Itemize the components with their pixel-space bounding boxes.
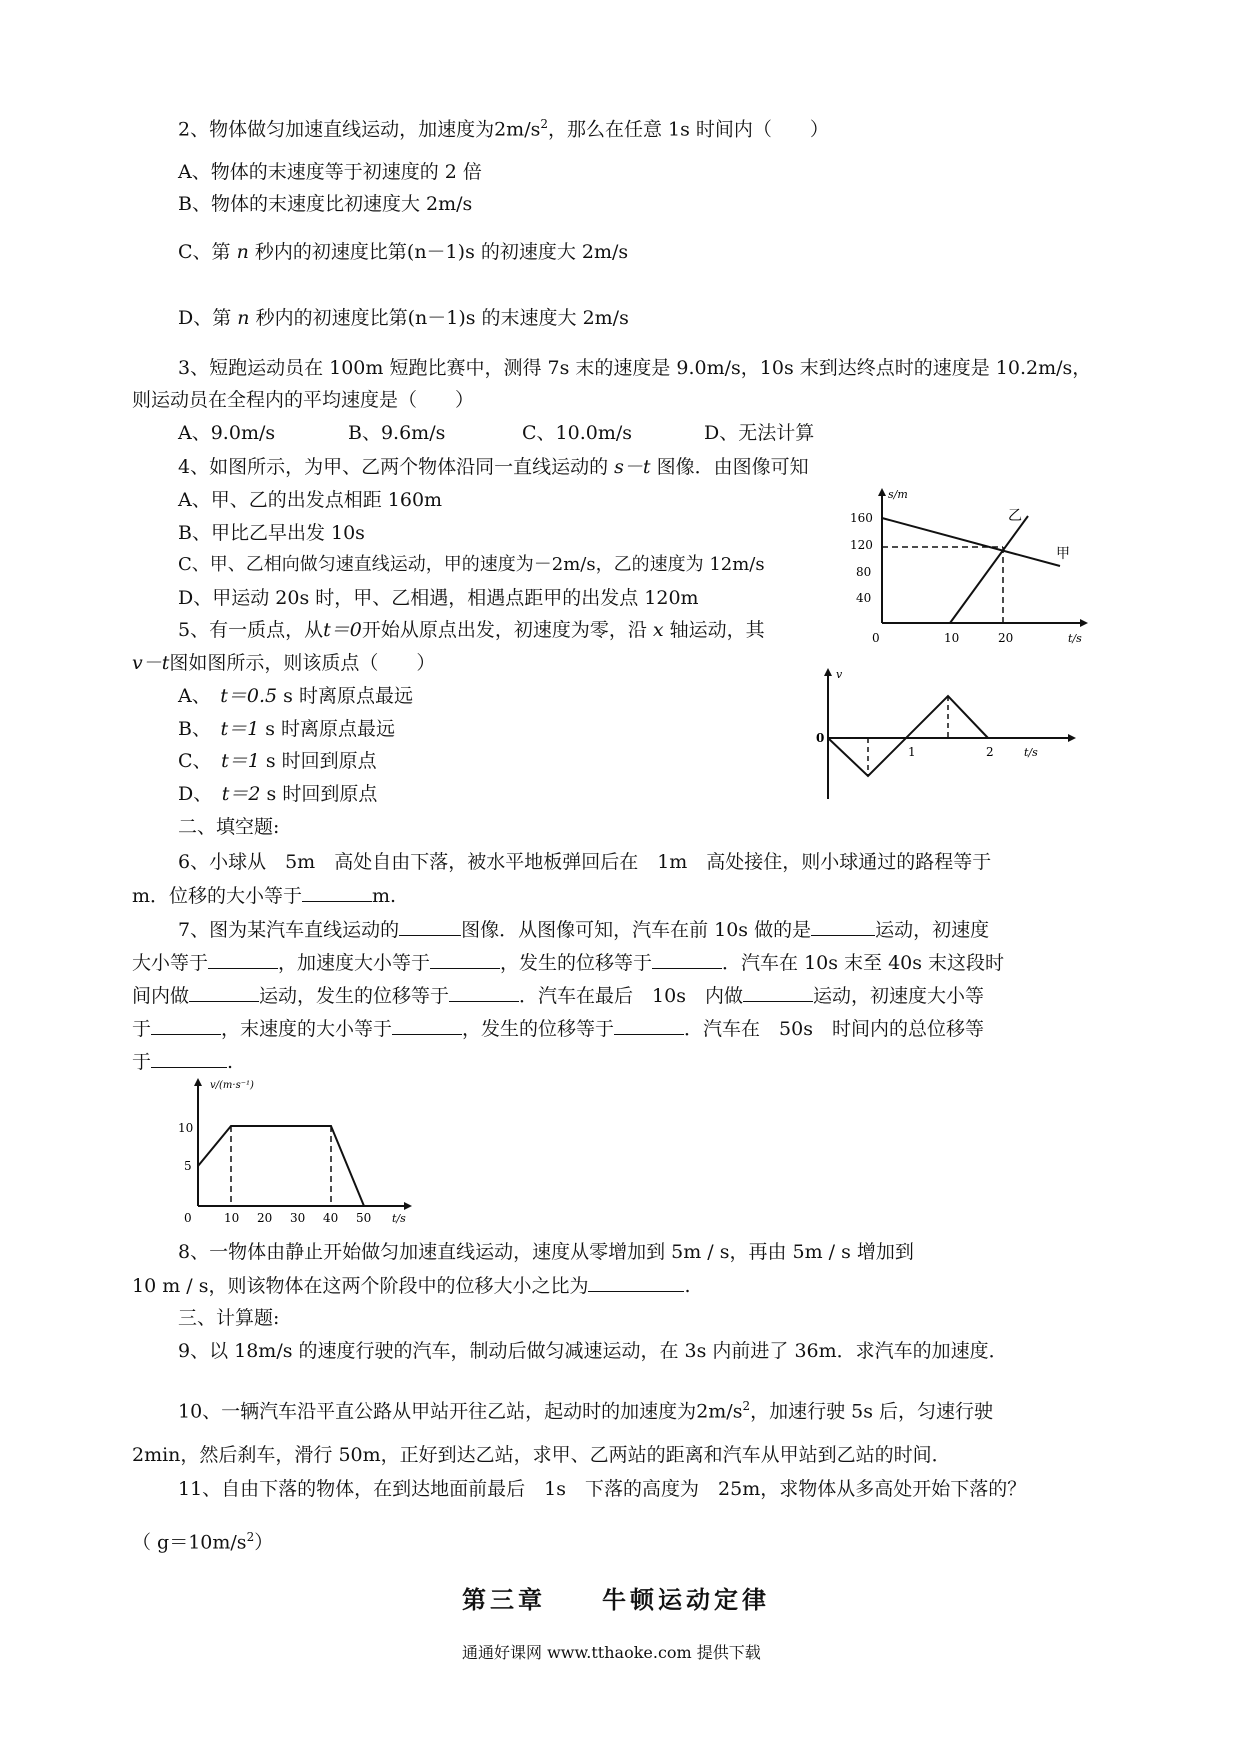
q3-option-a: A、9.0m/s: [178, 422, 276, 444]
q4-option-a: A、甲、乙的出发点相距 160m: [178, 489, 443, 511]
q2-stem: 2、物体做匀加速直线运动，加速度为$2m/s^2$，那么在任意 1s 时间内（ ）: [178, 117, 829, 141]
st-origin: 0: [872, 631, 880, 645]
vt2-xtick-40: 40: [323, 1211, 339, 1225]
q7-line4: 于 ，末速度的大小等于 ，发生的位移等于 ．汽车在 50s 时间内的总位移等: [132, 1018, 984, 1040]
section-3-heading: 三、计算题:: [178, 1307, 280, 1329]
st-line-yi: [950, 516, 1028, 623]
st-graph: [850, 486, 1090, 656]
st-xtick-10: 10: [944, 631, 960, 645]
vt1-ylabel: v: [836, 668, 843, 681]
st-xlabel: t/s: [1068, 632, 1082, 645]
vt2-xlabel: t/s: [392, 1212, 406, 1225]
q7-blank-8[interactable]: [743, 983, 813, 1002]
st-ylabel: s/m: [888, 488, 908, 501]
q7-blank-3[interactable]: [208, 950, 278, 969]
vt-graph-q7: [178, 1076, 418, 1226]
q7-line1: 7、图为某汽车直线运动的 图像．从图像可知，汽车在前 10s 做的是 运动，初速度: [178, 919, 990, 941]
vt2-xtick-20: 20: [257, 1211, 273, 1225]
vt1-xtick-1: 1: [908, 745, 916, 759]
vt2-xtick-50: 50: [356, 1211, 372, 1225]
q5-line1: 5、有一质点，从t＝0开始从原点出发，初速度为零，沿 x 轴运动，其: [178, 619, 765, 641]
q11-line1: 11、自由下落的物体，在到达地面前最后 1s 下落的高度为 25m，求物体从多高处开始下落的？: [178, 1478, 1027, 1500]
q2-option-b: B、物体的末速度比初速度大 2m/s: [178, 193, 473, 215]
st-ytick-80: 80: [856, 565, 872, 579]
st-label-yi: 乙: [1008, 508, 1022, 524]
q6-blank[interactable]: [302, 883, 372, 902]
q8-line1: 8、一物体由静止开始做匀加速直线运动，速度从零增加到 5m / s，再由 5m / s 增加到: [178, 1241, 914, 1263]
q7-blank-10[interactable]: [392, 1016, 462, 1035]
q2-option-c: C、第 n 秒内的初速度比第(n－1)s 的初速度大 2m/s: [178, 241, 629, 263]
q4-option-b: B、甲比乙早出发 10s: [178, 522, 365, 544]
q3-option-d: D、无法计算: [704, 422, 815, 444]
q2-option-d: D、第 n 秒内的初速度比第(n－1)s 的末速度大 2m/s: [178, 307, 629, 329]
q3-line2: 则运动员在全程内的平均速度是（ ）: [132, 389, 475, 411]
q4-stem: 4、如图所示，为甲、乙两个物体沿同一直线运动的 s－t 图像．由图像可知: [178, 456, 809, 478]
vt1-origin: 0: [816, 731, 825, 745]
q7-blank-11[interactable]: [614, 1016, 684, 1035]
q7-line3: 间内做 运动，发生的位移等于 ．汽车在最后 10s 内做 运动，初速度大小等: [132, 985, 984, 1007]
q10-line2: 2min，然后刹车，滑行 50m，正好到达乙站，求甲、乙两站的距离和汽车从甲站到乙站的时间．: [132, 1444, 951, 1466]
vt2-xtick-0: 0: [184, 1211, 192, 1225]
vt-graph-q5: [810, 664, 1080, 804]
footer-text: 通通好课网 www.tthaoke.com 提供下载: [462, 1643, 761, 1662]
q7-blank-6[interactable]: [189, 983, 259, 1002]
q7-line2: 大小等于 ，加速度大小等于 ，发生的位移等于 ．汽车在 10s 末至 40s 末这段时: [132, 952, 1005, 974]
q6-line1: 6、小球从 5m 高处自由下落，被水平地板弹回后在 1m 高处接住，则小球通过的路程等于: [178, 851, 992, 873]
st-line-jia: [882, 518, 1060, 566]
vt2-ytick-5: 5: [184, 1159, 192, 1173]
st-ytick-160: 160: [850, 511, 873, 525]
q5-option-c: C、 t＝1 s 时回到原点: [178, 750, 377, 772]
section-2-heading: 二、填空题:: [178, 816, 280, 838]
q7-blank-7[interactable]: [449, 983, 519, 1002]
q5-option-b: B、 t＝1 s 时离原点最远: [178, 718, 396, 740]
q5-option-a: A、 t＝0.5 s 时离原点最远: [178, 685, 413, 707]
q7-line5: 于 .: [132, 1051, 234, 1073]
st-ytick-40: 40: [856, 591, 872, 605]
q6-line2: m．位移的大小等于 m.: [132, 885, 397, 907]
q3-line1: 3、短跑运动员在 100m 短跑比赛中，测得 7s 末的速度是 9.0m/s，10s 末到达终点时的速度是 10.2m/s，: [178, 357, 1092, 379]
q7-blank-9[interactable]: [151, 1016, 221, 1035]
q2-option-a: A、物体的末速度等于初速度的 2 倍: [178, 161, 482, 183]
q3-option-b: B、9.6m/s: [348, 422, 446, 444]
q3-option-c: C、10.0m/s: [522, 422, 633, 444]
vt1-xtick-2: 2: [986, 745, 994, 759]
chapter-title: 第三章 牛顿运动定律: [462, 1585, 770, 1614]
vt2-ylabel: v/(m·s⁻¹): [210, 1080, 254, 1091]
q5-line2: v－t图如图所示，则该质点（ ）: [132, 652, 436, 674]
q4-option-c: C、甲、乙相向做匀速直线运动，甲的速度为－2m/s，乙的速度为 12m/s: [178, 554, 765, 575]
vt2-ytick-10: 10: [178, 1121, 194, 1135]
q9: 9、以 18m/s 的速度行驶的汽车，制动后做匀减速运动，在 3s 内前进了 36m．求汽车的加速度．: [178, 1340, 1008, 1362]
q7-blank-1[interactable]: [399, 917, 461, 936]
q5-option-d: D、 t＝2 s 时回到原点: [178, 783, 378, 805]
vt1-xlabel: t/s: [1024, 746, 1038, 759]
vt2-curve: [198, 1126, 364, 1206]
vt2-xtick-30: 30: [290, 1211, 306, 1225]
q8-line2: 10 m / s，则该物体在这两个阶段中的位移大小之比为 .: [132, 1275, 691, 1297]
st-label-jia: 甲: [1056, 546, 1070, 562]
vt1-curve: [828, 696, 988, 776]
q7-blank-5[interactable]: [652, 950, 722, 969]
q7-blank-2[interactable]: [811, 917, 875, 936]
q11-line2: （ $g=10m/s^2$）: [132, 1530, 274, 1554]
vt2-xtick-10: 10: [224, 1211, 240, 1225]
q7-blank-12[interactable]: [151, 1049, 227, 1068]
q7-blank-4[interactable]: [430, 950, 500, 969]
st-ytick-120: 120: [850, 538, 873, 552]
q4-option-d: D、甲运动 20s 时，甲、乙相遇，相遇点距甲的出发点 120m: [178, 587, 699, 609]
st-xtick-20: 20: [998, 631, 1014, 645]
q8-blank[interactable]: [588, 1273, 684, 1292]
q10-line1: 10、一辆汽车沿平直公路从甲站开往乙站，起动时的加速度为$2m/s^2$，加速行驶 5s 后，匀速行驶: [178, 1399, 994, 1423]
